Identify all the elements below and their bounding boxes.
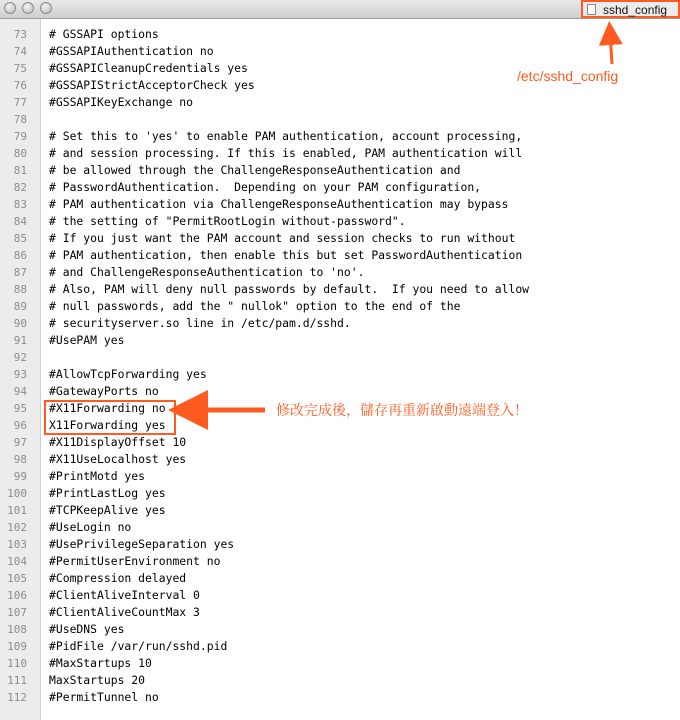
window-title-highlight <box>581 0 680 18</box>
line-number: 105 <box>7 572 27 585</box>
line-number: 96 <box>13 419 27 432</box>
line-number: 87 <box>13 266 27 279</box>
line-number: 95 <box>13 402 27 415</box>
close-window-button[interactable] <box>4 2 16 14</box>
code-line <box>0 587 680 604</box>
code-text: #PrintMotd yes <box>49 469 146 483</box>
code-line <box>0 383 680 400</box>
code-line <box>0 26 680 43</box>
code-text: #PidFile /var/run/sshd.pid <box>49 639 228 653</box>
line-number: 78 <box>13 113 27 126</box>
code-line <box>0 247 680 264</box>
code-line <box>0 366 680 383</box>
code-text: #GSSAPIStrictAcceptorCheck yes <box>49 78 255 92</box>
code-text: #GSSAPIAuthentication no <box>49 44 214 58</box>
line-number: 109 <box>7 640 27 653</box>
line-number: 111 <box>7 674 27 687</box>
code-text: # null passwords, add the " nullok" option to the end of the <box>49 299 461 313</box>
code-text: #GSSAPIKeyExchange no <box>49 95 194 109</box>
code-line <box>0 655 680 672</box>
code-line <box>0 230 680 247</box>
x11-forwarding-highlight-box <box>44 400 176 435</box>
code-line <box>0 213 680 230</box>
zoom-window-button[interactable] <box>40 2 52 14</box>
code-text: # the setting of "PermitRootLogin without-password". <box>49 214 406 228</box>
line-number: 93 <box>13 368 27 381</box>
code-line <box>0 536 680 553</box>
code-text: #ClientAliveInterval 0 <box>49 588 200 602</box>
code-text: #UsePrivilegeSeparation yes <box>49 537 235 551</box>
code-line <box>0 94 680 111</box>
line-number: 110 <box>7 657 27 670</box>
edit-annotation: 修改完成後，儲存再重新啟動遠端登入！ <box>276 402 528 418</box>
code-text: #ClientAliveCountMax 3 <box>49 605 200 619</box>
line-number: 76 <box>13 79 27 92</box>
document-icon <box>587 4 596 15</box>
code-line <box>0 502 680 519</box>
line-number: 98 <box>13 453 27 466</box>
code-line <box>0 128 680 145</box>
code-text: # and session processing. If this is enabled, PAM authentication will <box>49 146 523 160</box>
window-titlebar <box>0 0 680 19</box>
line-number: 103 <box>7 538 27 551</box>
code-text: # be allowed through the ChallengeResponseAuthentication and <box>49 163 461 177</box>
line-number: 106 <box>7 589 27 602</box>
code-text: # If you just want the PAM account and session checks to run without <box>49 231 516 245</box>
line-number: 108 <box>7 623 27 636</box>
code-text: #TCPKeepAlive yes <box>49 503 166 517</box>
code-line <box>0 451 680 468</box>
line-number: 80 <box>13 147 27 160</box>
line-number: 94 <box>13 385 27 398</box>
code-text: # PasswordAuthentication. Depending on your PAM configuration, <box>49 180 482 194</box>
code-line <box>0 349 680 366</box>
line-number: 84 <box>13 215 27 228</box>
code-text: #GatewayPorts no <box>49 384 159 398</box>
line-number: 75 <box>13 62 27 75</box>
code-text: #GSSAPICleanupCredentials yes <box>49 61 248 75</box>
code-line <box>0 281 680 298</box>
line-number: 83 <box>13 198 27 211</box>
line-number: 79 <box>13 130 27 143</box>
code-line <box>0 332 680 349</box>
code-text: MaxStartups 20 <box>49 673 146 687</box>
code-text: #PrintLastLog yes <box>49 486 166 500</box>
line-number: 91 <box>13 334 27 347</box>
code-text: # Also, PAM will deny null passwords by default. If you need to allow <box>49 282 530 296</box>
code-line <box>0 485 680 502</box>
path-annotation: /etc/sshd_config <box>517 68 619 84</box>
code-line <box>0 519 680 536</box>
code-text: #UseLogin no <box>49 520 132 534</box>
code-text: #PermitUserEnvironment no <box>49 554 221 568</box>
line-number: 86 <box>13 249 27 262</box>
code-text: # and ChallengeResponseAuthentication to 'no'. <box>49 265 365 279</box>
code-line <box>0 179 680 196</box>
code-line <box>0 196 680 213</box>
code-text: #UsePAM yes <box>49 333 125 347</box>
line-number: 104 <box>7 555 27 568</box>
code-line <box>0 315 680 332</box>
window-title: sshd_config <box>603 3 668 17</box>
code-text: # GSSAPI options <box>49 27 159 41</box>
code-text: # PAM authentication via ChallengeResponseAuthentication may bypass <box>49 197 509 211</box>
code-text: X11Forwarding yes <box>49 418 166 432</box>
code-line <box>0 570 680 587</box>
code-text: #AllowTcpForwarding yes <box>49 367 207 381</box>
code-text: # Set this to 'yes' to enable PAM authentication, account processing, <box>49 129 523 143</box>
code-text: #PermitTunnel no <box>49 690 159 704</box>
code-line <box>0 111 680 128</box>
code-line <box>0 434 680 451</box>
line-number: 82 <box>13 181 27 194</box>
line-number: 92 <box>13 351 27 364</box>
code-line <box>0 689 680 706</box>
line-number: 88 <box>13 283 27 296</box>
line-number: 102 <box>7 521 27 534</box>
code-text: #X11UseLocalhost yes <box>49 452 187 466</box>
code-text: #Compression delayed <box>49 571 187 585</box>
line-number: 101 <box>7 504 27 517</box>
line-number: 74 <box>13 45 27 58</box>
code-line <box>0 298 680 315</box>
code-line <box>0 621 680 638</box>
code-text: # PAM authentication, then enable this but set PasswordAuthentication <box>49 248 523 262</box>
code-text: #X11Forwarding no <box>49 401 166 415</box>
code-text: #MaxStartups 10 <box>49 656 152 670</box>
minimize-window-button[interactable] <box>22 2 34 14</box>
code-text: # securityserver.so line in /etc/pam.d/sshd. <box>49 316 351 330</box>
code-line <box>0 264 680 281</box>
code-line <box>0 162 680 179</box>
line-number: 77 <box>13 96 27 109</box>
code-line <box>0 553 680 570</box>
code-line <box>0 145 680 162</box>
code-line <box>0 604 680 621</box>
line-number: 85 <box>13 232 27 245</box>
code-text: #X11DisplayOffset 10 <box>49 435 187 449</box>
line-number: 90 <box>13 317 27 330</box>
line-number: 107 <box>7 606 27 619</box>
code-line <box>0 672 680 689</box>
line-number: 73 <box>13 28 27 41</box>
line-number: 89 <box>13 300 27 313</box>
line-number: 99 <box>13 470 27 483</box>
line-number: 97 <box>13 436 27 449</box>
line-number: 100 <box>7 487 27 500</box>
code-line <box>0 638 680 655</box>
code-line <box>0 468 680 485</box>
line-number: 81 <box>13 164 27 177</box>
code-line <box>0 43 680 60</box>
line-number: 112 <box>7 691 27 704</box>
code-text: #UseDNS yes <box>49 622 125 636</box>
